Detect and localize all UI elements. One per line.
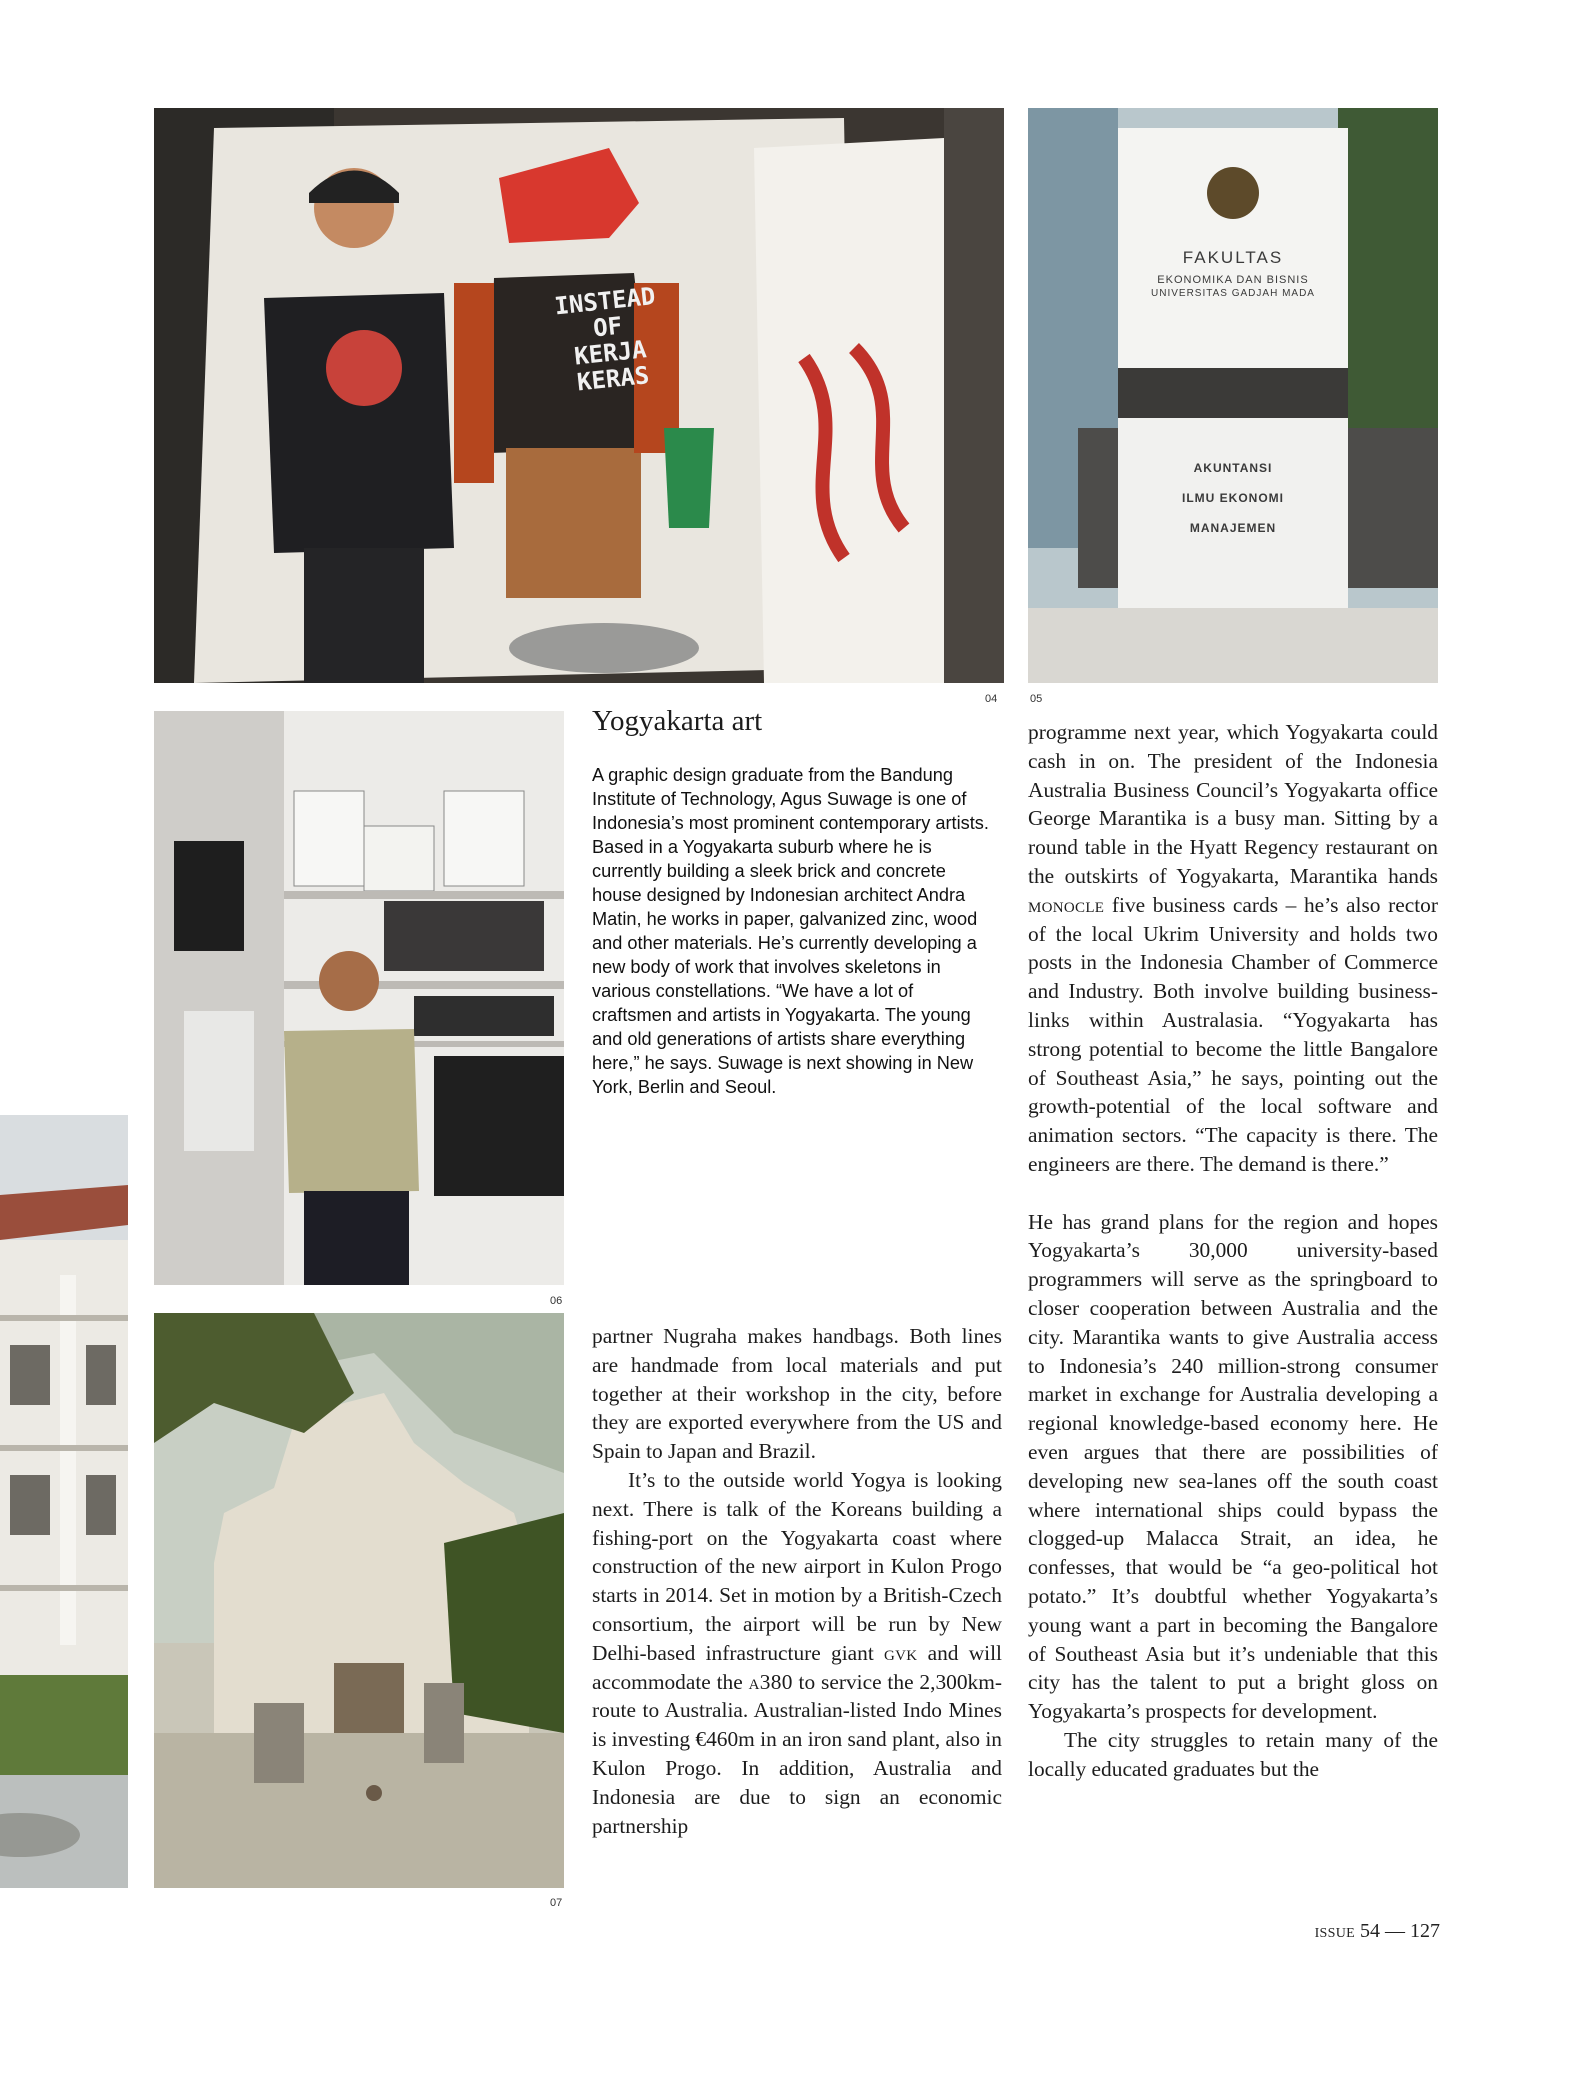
brand-monocle: monocle [1028,892,1105,917]
article-paragraph: It’s to the outside world Yogya is looking next. There is talk of the Koreans building a fishing-port on the Yogyakarta coast where construction of the new airport in Kulon Progo starts in 2014. Set in motion by a British-Czech consortium, the airport will be run by New Delhi-based infrastructure giant gvk and will accommodate the a380 to service the 2,300km-route to Australia. Australian-listed Indo Mines is investing €460m in an iron sand plant, also in Kulon Progo. In addition, Australia and Indonesia are due to sign an economic partnership [592,1467,1003,1838]
sign-department: AKUNTANSI [1193,461,1273,475]
article-paragraph: partner Nugraha makes handbags. Both lines are handmade from local materials and put together at their workshop in the city, before they are exported everywhere from the US and Spain to Japan and Brazil. [592,1324,1002,1464]
issue-label: issue [1314,1920,1355,1942]
sign-heading: FAKULTAS [1182,248,1284,267]
sidebar-title: Yogyakarta art [592,705,763,737]
sign-line: EKONOMIKA DAN BISNIS [1157,274,1309,286]
photo-palace-gate [154,1313,564,1888]
photo-artist-studio [154,108,1004,683]
photo-caption-04: 04 [985,693,998,705]
photo-caption-06: 06 [550,1295,563,1307]
sign-department: MANAJEMEN [1189,521,1277,535]
issue-number: 54 [1360,1920,1380,1942]
company-name-gvk: gvk [884,1640,918,1665]
artwork-text-line: KERJA [572,335,648,371]
aircraft-name-a380: a380 [748,1669,793,1694]
photo-campus-building-crop [0,1115,128,1888]
photo-caption-07: 07 [550,1897,563,1909]
sidebar-body [592,763,994,1099]
sign-line: UNIVERSITAS GADJAH MADA [1151,288,1315,299]
artwork-text-line: INSTEAD [553,282,657,321]
page-number: 127 [1410,1920,1440,1942]
artwork-text-line: KERAS [575,361,651,397]
footer-separator: — [1385,1920,1405,1942]
page-footer [1315,1920,1440,1943]
photo-shop-owner [154,711,564,1285]
sidebar-paragraph: A graphic design graduate from the Bandung Institute of Technology, Agus Suwage is one of Indonesia’s most prominent contemporary artists. Based in a Yogyakarta suburb where he is currently building a sleek brick and concrete house designed by Indonesian architect Andra Matin, he works in paper, galvanized zinc, wood and other materials. He’s currently developing a new body of work that involves skeletons in various constellations. “We have a lot of craftsmen and artists in Yogyakarta. The young and old generations of artists share everything here,” he says. Suwage is next showing in New York, Berlin and Seoul. [592,765,989,1097]
article-paragraph: The city struggles to retain many of the locally educated graduates but the [1028,1727,1438,1781]
artwork-text-line: OF [591,311,624,343]
article-column-right [1028,718,1438,1783]
article-paragraph: programme next year, which Yogyakarta could cash in on. The president of the Indonesia Australia Business Council’s Yogyakarta office George Marantika is a busy man. Sitting by a round table in the Hyatt Regency restaurant on the outskirts of Yogyakarta, Marantika hands monocle five business cards – he’s also rector of the local Ukrim University and holds two posts in the Indonesia Chamber of Commerce and Industry. Both involve building business-links within Australasia. “Yogyakarta has strong potential to become the little Bangalore of Southeast Asia,” he says, pointing out the growth-potential of the local software and animation sectors. “The capacity is there. The engineers are there. The demand is there.” [1028,720,1438,1176]
sign-department: ILMU EKONOMI [1182,491,1284,505]
photo-faculty-sign [1028,108,1438,683]
photo-caption-05: 05 [1030,693,1043,705]
article-paragraph: He has grand plans for the region and hopes Yogyakarta’s 30,000 university-based programmers will serve as the springboard to closer cooperation between Australia and the city. Marantika wants to give Australia access to Indonesia’s 240 million-strong consumer market in exchange for Australia developing a regional knowledge-based economy here. He even argues that there are possibilities of developing new sea-lanes off the south coast where international ships could bypass the clogged-up Malacca Strait, an idea, he confesses, that would be “a geo-political hot potato.” It’s doubtful whether Yogyakarta’s young want a part in becoming the Bangalore of Southeast Asia but it’s undeniable that this city has the talent to put a bright gloss on Yogyakarta’s prospects for development. [1028,1209,1438,1724]
article-column-middle [592,1322,1002,1840]
